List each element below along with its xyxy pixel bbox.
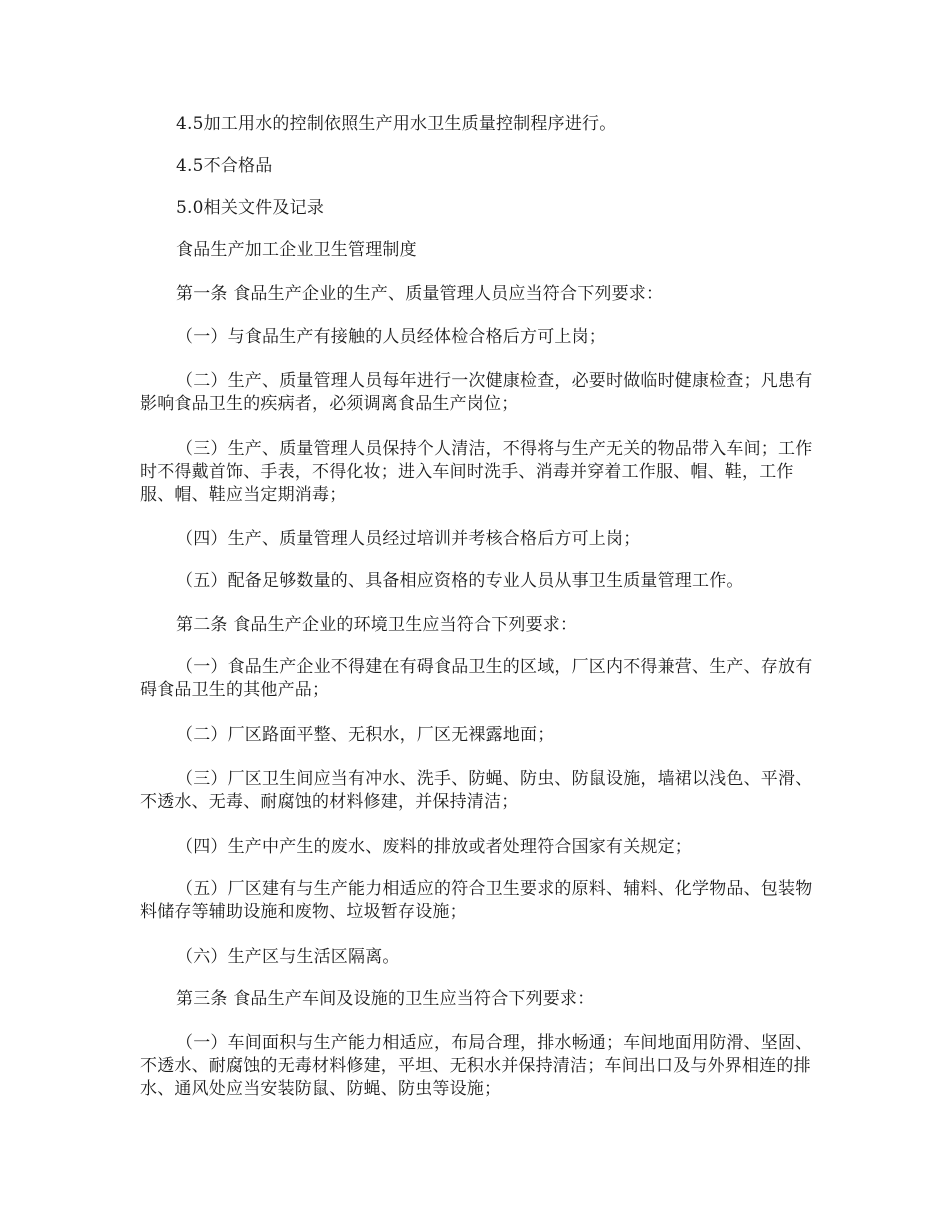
paragraph-3-1: （一）车间面积与生产能力相适应，布局合理，排水畅通；车间地面用防滑、坚固、不透水、耐腐蚀的无毒材料修建，平坦、无积水并保持清洁；车间出口及与外界相连的排水、通风处应当安装防鼠、防蝇、防虫等设施；: [140, 1033, 813, 1099]
paragraph-1-1: （一）与食品生产有接触的人员经体检合格后方可上岗；: [176, 327, 606, 347]
paragraph-2-4: （四）生产中产生的废水、废料的排放或者处理符合国家有关规定；: [176, 837, 692, 857]
paragraph-2-1: （一）食品生产企业不得建在有碍食品卫生的区域，厂区内不得兼营、生产、存放有碍食品卫生的其他产品；: [140, 657, 813, 700]
paragraph-1-2: （二）生产、质量管理人员每年进行一次健康检查，必要时做临时健康检查；凡患有影响食品卫生的疾病者，必须调离食品生产岗位；: [140, 371, 813, 414]
paragraph-1-5: （五）配备足够数量的、具备相应资格的专业人员从事卫生质量管理工作。: [176, 571, 744, 591]
paragraph-2-5: （五）厂区建有与生产能力相适应的符合卫生要求的原料、辅料、化学物品、包装物料储存等辅助设施和废物、垃圾暂存设施；: [140, 879, 813, 922]
paragraph-nonconforming: 4.5不合格品: [176, 156, 273, 176]
paragraph-2-6: （六）生产区与生活区隔离。: [176, 947, 400, 967]
paragraph-related-docs: 5.0相关文件及记录: [176, 198, 325, 218]
paragraph-article-1: 第一条 食品生产企业的生产、质量管理人员应当符合下列要求：: [176, 284, 664, 304]
paragraph-1-4: （四）生产、质量管理人员经过培训并考核合格后方可上岗；: [176, 529, 641, 549]
paragraph-1-3: （三）生产、质量管理人员保持个人清洁，不得将与生产无关的物品带入车间；工作时不得戴首饰、手表，不得化妆；进入车间时洗手、消毒并穿着工作服、帽、鞋，工作服、帽、鞋应当定期消毒；: [140, 439, 813, 505]
paragraph-article-2: 第二条 食品生产企业的环境卫生应当符合下列要求：: [176, 615, 578, 635]
paragraph-article-3: 第三条 食品生产车间及设施的卫生应当符合下列要求：: [176, 989, 595, 1009]
paragraph-2-3: （三）厂区卫生间应当有冲水、洗手、防蝇、防虫、防鼠设施，墙裙以浅色、平滑、不透水、无毒、耐腐蚀的材料修建，并保持清洁；: [140, 769, 813, 812]
paragraph-title: 食品生产加工企业卫生管理制度: [176, 240, 417, 260]
paragraph-water-control: 4.5加工用水的控制依照生产用水卫生质量控制程序进行。: [176, 114, 617, 134]
paragraph-2-2: （二）厂区路面平整、无积水，厂区无裸露地面；: [176, 725, 555, 745]
